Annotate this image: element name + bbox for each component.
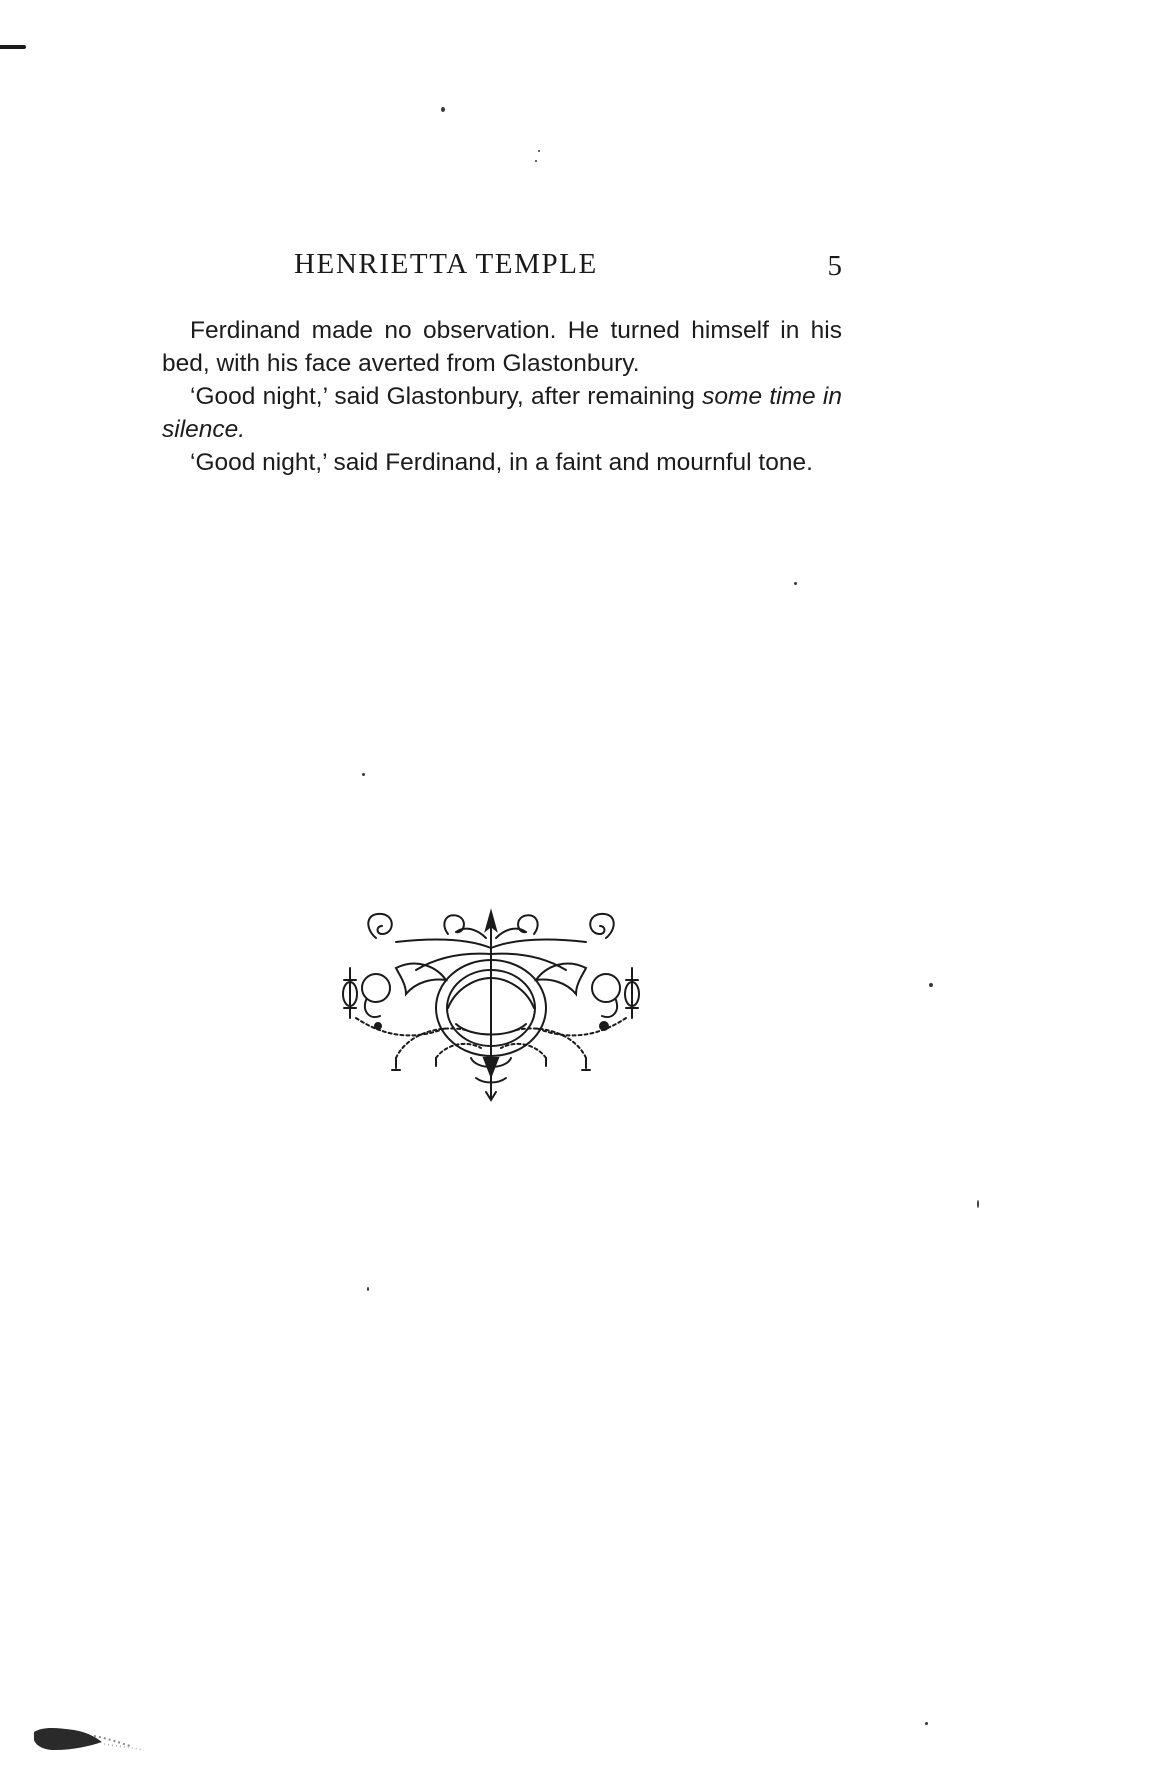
running-title: HENRIETTA TEMPLE [294,248,598,280]
paragraph-3: ‘Good night,’ said Ferdinand, in a faint and mournful tone. [190,449,813,476]
paragraph-2-italic: some time in silence. [162,383,842,443]
running-head [162,248,842,288]
paragraph-2 [162,380,842,446]
scan-speck [362,773,365,776]
scan-speck [441,107,445,112]
scan-speck [977,1200,979,1208]
scan-speck [794,582,797,585]
page-number: 5 [827,250,842,282]
scan-speck [367,1287,369,1291]
scan-speck [929,983,933,987]
paragraph-2-text: ‘Good night,’ said Glastonbury, after remaining [190,383,703,410]
floral-tailpiece-icon [336,908,646,1108]
paragraph-1: Ferdinand made no observation. He turned himself in his bed, with his face averted from Glastonbury. [162,317,842,377]
scan-speck [535,160,537,162]
scan-edge-mark [0,45,26,49]
scan-speck [925,1722,928,1725]
scan-speck [538,150,540,152]
scan-smudge [34,1722,154,1752]
body-text [162,314,842,479]
